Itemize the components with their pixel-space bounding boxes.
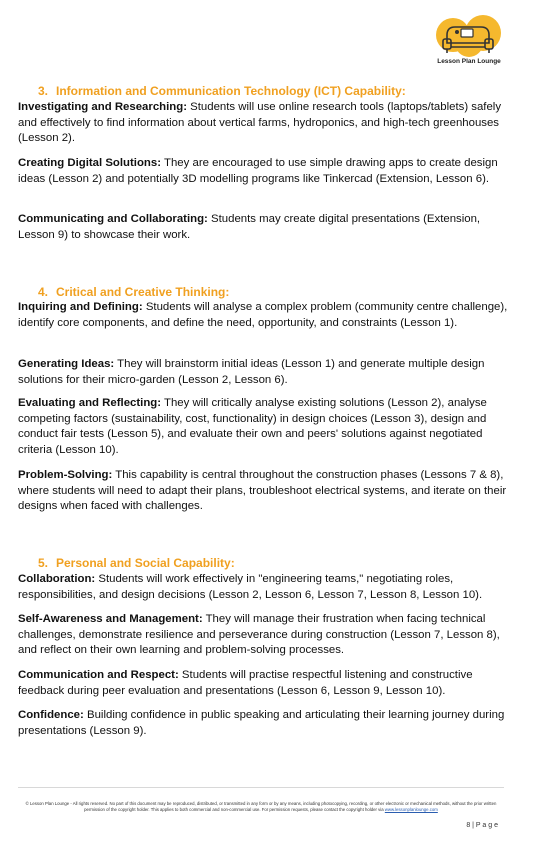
paragraph	[18, 100, 508, 147]
term: Evaluating and Reflecting:	[18, 397, 162, 409]
term: Communication and Respect:	[18, 669, 179, 681]
section-number: 4.	[38, 285, 49, 299]
text: They will manage their frustration when facing technical challenges, demonstrate resilience and perseverance during construction (Lesson 7, Lesson 8), and reflect on their own learning and problem-solving processes.	[18, 613, 500, 656]
paragraph	[18, 300, 508, 331]
paragraph	[18, 612, 508, 659]
website-link[interactable]: www.lessonplanlounge.com	[384, 807, 438, 812]
text: Students will practise respectful listening and constructive feedback during peer evaluation and presentations (Lesson 6, Lesson 9, Lesson 10).	[18, 669, 473, 697]
section-number: 3.	[38, 84, 49, 98]
footer-divider	[18, 787, 504, 788]
paragraph	[18, 668, 508, 699]
text: Building confidence in public speaking and articulating their learning journey during presentations (Lesson 9).	[18, 709, 505, 737]
term: Creating Digital Solutions:	[18, 157, 162, 169]
paragraph	[18, 212, 508, 243]
section-number: 5.	[38, 556, 49, 570]
term: Self-Awareness and Management:	[18, 613, 203, 625]
text: Students may create digital presentations (Extension, Lesson 9) to showcase their work.	[18, 213, 481, 241]
logo-caption: Lesson Plan Lounge	[437, 58, 501, 65]
term: Confidence:	[18, 709, 84, 721]
page-number: 8 | P a g e	[466, 822, 498, 829]
text: Students will use online research tools (laptops/tablets) safely and effectively to find information about vertical farms, hydroponics, and high-tech greenhouses (Lesson 2).	[18, 101, 502, 144]
paragraph	[18, 572, 508, 603]
section-heading	[38, 556, 235, 570]
text: They will brainstorm initial ideas (Lesson 1) and generate multiple design solutions for their micro-garden (Lesson 2, Lesson 6).	[18, 358, 485, 386]
text: Students will work effectively in "engineering teams," negotiating roles, responsibilities, and design decisions (Lesson 2, Lesson 6, Lesson 7, Lesson 8, Lesson 10).	[18, 573, 483, 601]
footer-copyright	[18, 801, 504, 813]
text: They will critically analyse existing solutions (Lesson 2), analyse competing factors (sustainability, cost, functionality) in design choices (Lesson 3), design and conduct fair tests (Lesson 5), and evaluate their own and peers' solutions against negotiated criteria (Lesson 10).	[18, 397, 487, 456]
section-heading	[38, 285, 229, 299]
paragraph	[18, 708, 508, 739]
section-heading	[38, 84, 406, 98]
paragraph	[18, 156, 508, 187]
section-title: Critical and Creative Thinking:	[56, 285, 230, 299]
copyright-text: © Lesson Plan Lounge - All rights reserved. No part of this document may be reproduced, distributed, or transmitted in any form or by any means, including photocopying, recording, or other electronic or mechanical methods, without the prior written permission of the copyright holder. This applies to both commercial and non-commercial use. For permission requests, please contact the copyright holder via	[25, 801, 497, 812]
paragraph	[18, 396, 508, 458]
paragraph	[18, 468, 508, 515]
term: Investigating and Researching:	[18, 101, 187, 113]
term: Communicating and Collaborating:	[18, 213, 208, 225]
paragraph	[18, 357, 508, 388]
section-title: Information and Communication Technology (ICT) Capability:	[56, 84, 406, 98]
term: Problem-Solving:	[18, 469, 113, 481]
text: They are encouraged to use simple drawing apps to create design ideas (Lesson 2) and potentially 3D modelling programs like Tinkercad (Extension, Lesson 6).	[18, 157, 498, 185]
term: Inquiring and Defining:	[18, 301, 143, 313]
term: Generating Ideas:	[18, 358, 115, 370]
text: Students will analyse a complex problem (community centre challenge), identify core components, and define the need, opportunity, and constraints (Lesson 1).	[18, 301, 508, 329]
text: This capability is central throughout the construction phases (Lessons 7 & 8), where students will need to adapt their plans, troubleshoot electrical systems, and iterate on their designs when faced with challenges.	[18, 469, 507, 512]
term: Collaboration:	[18, 573, 96, 585]
section-title: Personal and Social Capability:	[56, 556, 235, 570]
